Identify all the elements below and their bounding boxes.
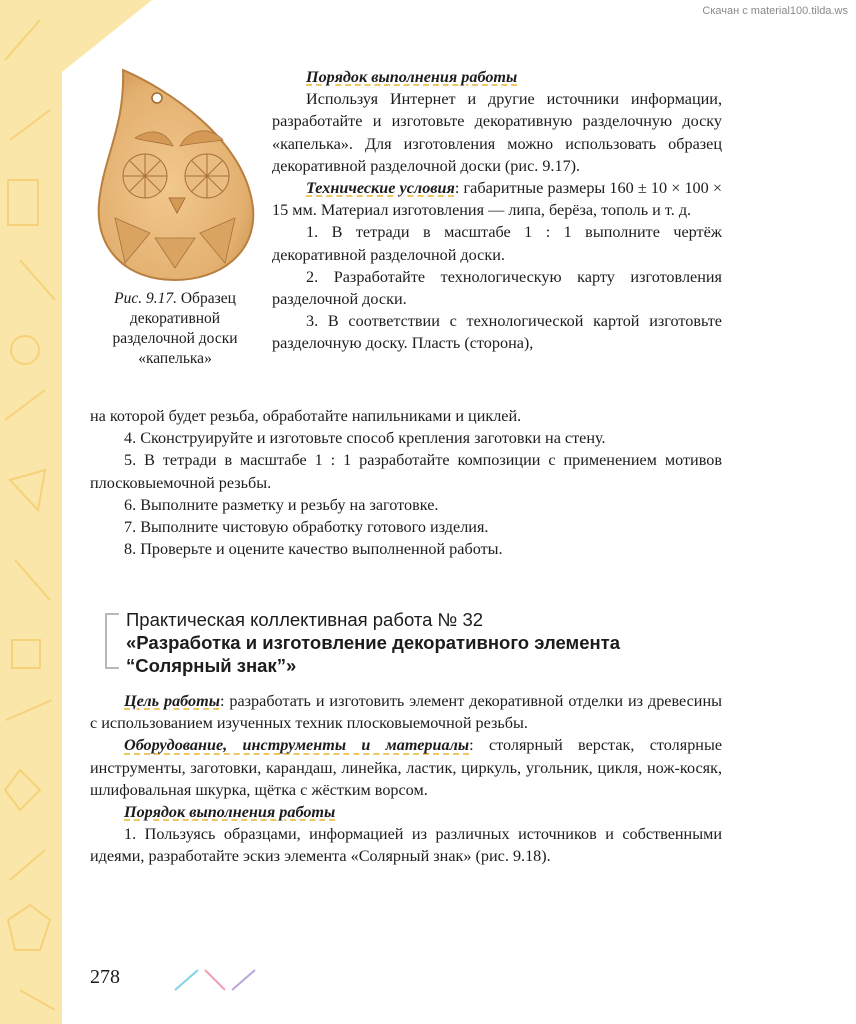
goal-paragraph [90, 690, 722, 734]
figure-caption-line2: декоративной [129, 310, 221, 327]
cutting-board-image [95, 68, 255, 282]
list-item-step3a: 3. В соответствии с технологической картой изготовьте разделочную доску. Пласть (сторона), [272, 312, 722, 353]
section1-narrow-column [272, 66, 722, 355]
section1-heading: Порядок выполнения работы [306, 68, 518, 86]
watermark: Скачан с material100.tilda.ws [702, 5, 848, 17]
list-item-step8: 8. Проверьте и оцените качество выполненной работы. [124, 540, 503, 559]
figure-caption-number: Рис. 9.17. [114, 290, 177, 307]
list-item-step7: 7. Выполните чистовую обработку готового изделия. [124, 518, 489, 537]
equipment-paragraph [90, 734, 722, 801]
list-item-step2: 2. Разработайте технологическую карту изготовления разделочной доски. [272, 267, 722, 309]
goal-label: Цель работы [124, 692, 220, 710]
practice-subtitle-line2: “Солярный знак”» [126, 655, 297, 676]
page-deco-lines-icon [170, 965, 260, 995]
list-item-step3b: на которой будет резьба, обработайте напильниками и циклей. [90, 407, 522, 425]
margin-pattern-icon [0, 0, 62, 1024]
tech-conditions-label: Технические условия [306, 179, 455, 198]
tech-conditions-text: : габаритные размеры 160 ± 10 × 100 × 15 мм. Материал изготовления — липа, берёза, тополь и т. д. [272, 179, 723, 220]
figure-caption-line4: «капелька» [138, 350, 212, 367]
section2-step1: 1. Пользуясь образцами, информацией из различных источников и собственными идеями, разработайте эскиз элемента «Солярный знак» (рис. 9.18). [90, 825, 722, 866]
heading-bracket-decoration [105, 613, 119, 669]
figure-caption-line1: Образец [180, 290, 236, 307]
page-number: 278 [90, 966, 120, 988]
equipment-text: : столярный верстак, столярные инструменты, заготовки, карандаш, линейка, ластик, циркуль, угольник, цикля, нож-косяк, шлифовальная шкурка, щётка с жёстким ворсом. [90, 736, 723, 799]
tech-conditions [272, 177, 722, 221]
practice-title: Практическая коллективная работа № 32 [126, 609, 484, 630]
corner-tab-decoration [62, 0, 152, 72]
section2-order-heading: Порядок выполнения работы [124, 803, 336, 822]
figure-caption-line3: разделочной доски [112, 330, 238, 347]
list-item-step6: 6. Выполните разметку и резьбу на заготовке. [124, 495, 439, 514]
section1-intro: Используя Интернет и другие источники информации, разработайте и изготовьте декоративную разделочную доску «капелька». Для изготовления можно использовать образец декоративной разделочной доски (рис. 9.17). [272, 90, 722, 175]
margin-decoration-strip [0, 0, 62, 1024]
section2 [90, 690, 722, 868]
goal-text: : разработать и изготовить элемент декоративной отделки из древесины с использованием изученных техник плосковыемочной резьбы. [90, 692, 723, 733]
practice-heading [126, 608, 746, 677]
list-item-step4: 4. Сконструируйте и изготовьте способ крепления заготовки на стену. [124, 429, 606, 448]
equipment-label: Оборудование, инструменты и материалы [124, 736, 470, 755]
practice-subtitle-line1: «Разработка и изготовление декоративного элемента [126, 632, 621, 653]
section1-wide-column [90, 405, 722, 560]
list-item-step1: 1. В тетради в масштабе 1 : 1 выполните чертёж декоративной разделочной доски. [272, 223, 722, 264]
list-item-step5: 5. В тетради в масштабе 1 : 1 разработайте композиции с применением мотивов плосковыемочной резьбы. [90, 451, 722, 492]
figure-caption [86, 289, 264, 369]
